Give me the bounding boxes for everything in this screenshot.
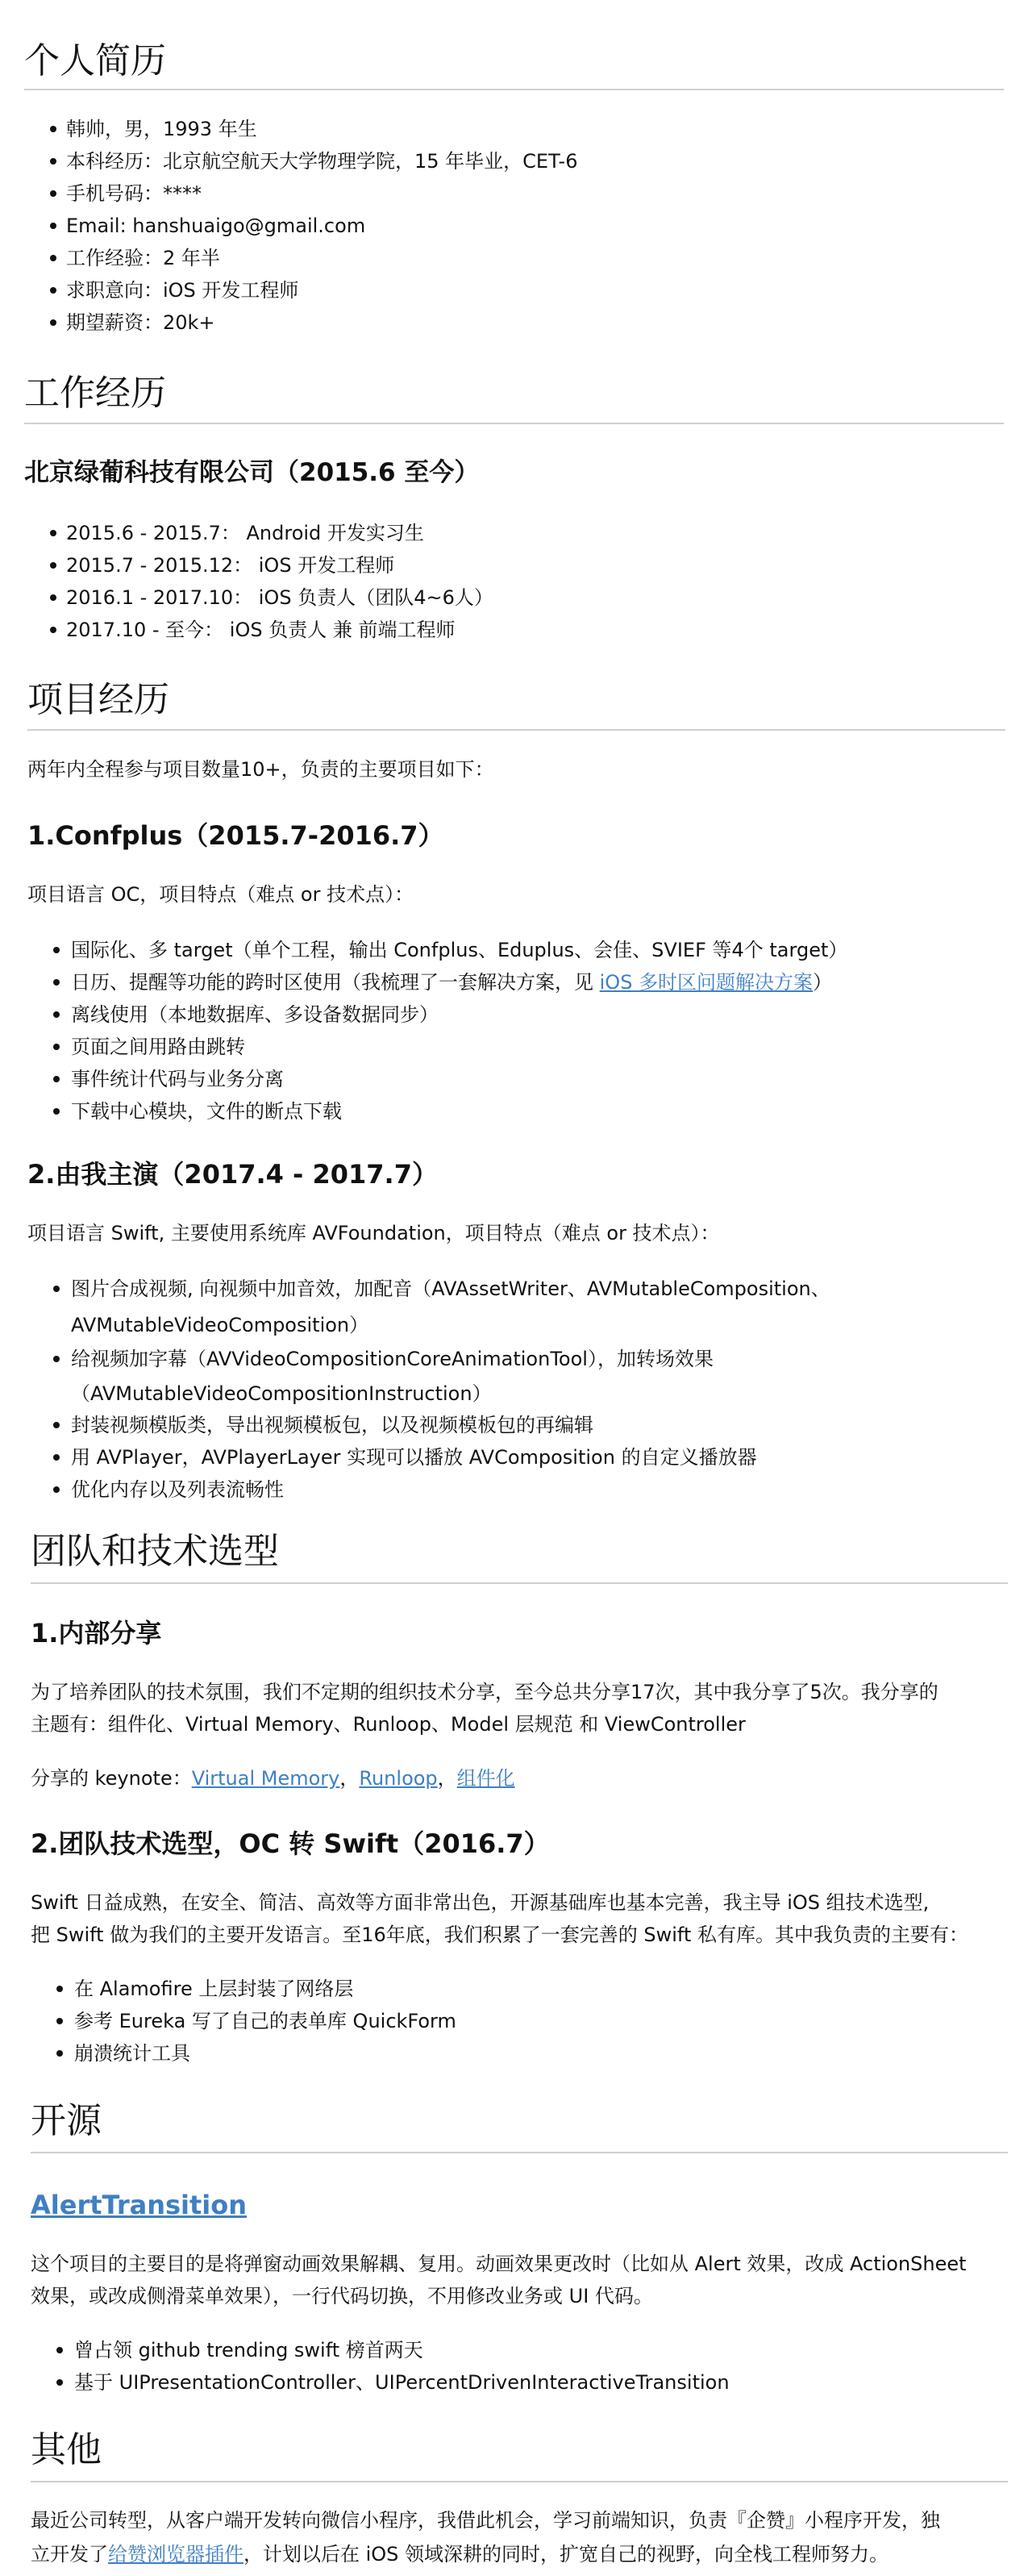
list-item: 图片合成视频, 向视频中加音效，加配音（AVAssetWriter、AVMutableComposition、 — [71, 1278, 830, 1300]
keynote-link-runloop[interactable]: Runloop — [359, 1767, 438, 1790]
projects-intro: 两年内全程参与项目数量10+，负责的主要项目如下： — [27, 758, 494, 781]
keynote-separator: ， — [437, 1767, 457, 1790]
list-bullet — [53, 1044, 60, 1050]
paragraph-line — [31, 2541, 888, 2568]
list-item: 基于 UIPresentationController、UIPercentDrivenInteractiveTransition — [74, 2371, 730, 2394]
list-item: 崩溃统计工具 — [74, 2042, 190, 2065]
section-title-other: 其他 — [31, 2429, 102, 2470]
keynote-separator: ， — [339, 1767, 360, 1790]
list-bullet — [50, 190, 56, 197]
list-bullet — [53, 979, 60, 986]
list-item: 2016.1 - 2017.10： iOS 负责人（团队4~6人） — [66, 586, 493, 609]
section-title-resume: 个人简历 — [24, 40, 166, 81]
list-item: 事件统计代码与业务分离 — [71, 1068, 284, 1090]
list-item: 参考 Eureka 写了自己的表单库 QuickForm — [74, 2010, 456, 2032]
subsection-title-swift: 2.团队技术选型，OC 转 Swift（2016.7） — [31, 1828, 550, 1859]
section-divider — [31, 2152, 1008, 2153]
list-item: 本科经历：北京航空航天大学物理学院，15 年毕业，CET-6 — [66, 150, 578, 173]
list-bullet — [53, 1486, 60, 1493]
list-bullet — [56, 2018, 63, 2024]
subsection-title-sharing: 1.内部分享 — [31, 1618, 162, 1649]
list-bullet — [50, 319, 56, 326]
list-item: 期望薪资：20k+ — [66, 311, 215, 334]
paragraph-line: 效果，或改成侧滑菜单效果），一行代码切换，不用修改业务或 UI 代码。 — [31, 2285, 653, 2307]
list-item: 2015.6 - 2015.7： Android 开发实习生 — [66, 522, 424, 544]
project-description: 项目语言 OC，项目特点（难点 or 技术点）： — [27, 883, 414, 906]
list-bullet — [50, 287, 56, 294]
list-item: 2017.10 - 至今： iOS 负责人 兼 前端工程师 — [66, 619, 456, 641]
section-divider — [24, 89, 1004, 90]
browser-plugin-link[interactable]: 给赞浏览器插件 — [108, 2543, 243, 2566]
paragraph-line: 把 Swift 做为我们的主要开发语言。至16年底，我们积累了一套完善的 Swift 私有库。其中我负责的主要有： — [31, 1924, 968, 1946]
list-item: 手机号码：**** — [66, 182, 202, 205]
list-bullet — [50, 594, 56, 601]
list-bullet — [53, 1454, 60, 1461]
paragraph-line: 最近公司转型，从客户端开发转向微信小程序，我借此机会，学习前端知识，负责『企赞』小程序开发，独 — [31, 2509, 940, 2532]
list-item-continued: （AVMutableVideoCompositionInstruction） — [71, 1382, 492, 1405]
list-item: 2015.7 - 2015.12： iOS 开发工程师 — [66, 554, 395, 577]
keynote-line — [31, 1765, 515, 1792]
company-title: 北京绿葡科技有限公司（2015.6 至今） — [24, 458, 480, 487]
paragraph-line: 主题有：组件化、Virtual Memory、Runloop、Model 层规范 和 ViewController — [31, 1713, 746, 1736]
section-divider — [27, 729, 1005, 731]
section-title-opensource: 开源 — [31, 2100, 102, 2141]
list-item: 求职意向：iOS 开发工程师 — [66, 279, 299, 302]
paragraph-text: 立开发了 — [31, 2543, 108, 2566]
list-bullet — [53, 1286, 60, 1292]
list-bullet — [50, 158, 56, 165]
keynote-label: 分享的 keynote： — [31, 1767, 192, 1790]
list-item-text: 日历、提醒等功能的跨时区使用（我梳理了一套解决方案，见 — [71, 971, 600, 994]
list-item: 曾占领 github trending swift 榜首两天 — [74, 2339, 423, 2361]
list-bullet — [50, 562, 56, 569]
paragraph-line: Swift 日益成熟，在安全、简洁、高效等方面非常出色，开源基础库也基本完善，我主导 iOS 组技术选型, — [31, 1891, 930, 1914]
list-item: Email: hanshuaigo@gmail.com — [66, 215, 366, 237]
list-item: 离线使用（本地数据库、多设备数据同步） — [71, 1003, 439, 1026]
list-bullet — [53, 1108, 60, 1115]
paragraph-line: 为了培养团队的技术氛围，我们不定期的组织技术分享，至今总共分享17次，其中我分享了5次。我分享的 — [31, 1681, 938, 1703]
list-bullet — [53, 1076, 60, 1082]
project-link-alerttransition[interactable]: AlertTransition — [31, 2190, 248, 2220]
list-item: 优化内存以及列表流畅性 — [71, 1478, 284, 1501]
list-bullet — [56, 2347, 63, 2353]
section-title-team: 团队和技术选型 — [31, 1531, 279, 1572]
paragraph-text: ，计划以后在 iOS 领域深耕的同时，扩宽自己的视野，向全栈工程师努力。 — [243, 2543, 889, 2566]
section-divider — [31, 2481, 1008, 2482]
section-title-work: 工作经历 — [24, 373, 166, 414]
list-bullet — [53, 1011, 60, 1018]
list-item: 页面之间用路由跳转 — [71, 1036, 245, 1058]
project-title-youwo: 2.由我主演（2017.4 - 2017.7） — [27, 1159, 438, 1190]
list-item-continued: AVMutableVideoComposition） — [71, 1314, 369, 1336]
list-bullet — [50, 223, 56, 229]
list-bullet — [56, 2050, 63, 2057]
list-item: 韩帅，男，1993 年生 — [66, 118, 257, 140]
project-title-confplus: 1.Confplus（2015.7-2016.7） — [27, 820, 444, 851]
keynote-link-componentization[interactable]: 组件化 — [456, 1767, 515, 1790]
list-item-text: ） — [813, 971, 833, 994]
project-description: 项目语言 Swift, 主要使用系统库 AVFoundation，项目特点（难点 or 技术点）： — [27, 1222, 720, 1244]
list-item: 下载中心模块，文件的断点下载 — [71, 1100, 342, 1123]
list-bullet — [50, 255, 56, 261]
list-bullet — [53, 947, 60, 953]
keynote-link-virtual-memory[interactable]: Virtual Memory — [191, 1767, 340, 1790]
list-bullet — [56, 1986, 63, 1992]
list-item: 工作经验：2 年半 — [66, 247, 220, 269]
list-item: 给视频加字幕（AVVideoCompositionCoreAnimationTool），加转场效果 — [71, 1348, 714, 1370]
section-divider — [31, 1582, 1008, 1584]
list-item: 在 Alamofire 上层封装了网络层 — [74, 1978, 354, 2000]
section-divider — [24, 423, 1004, 424]
list-bullet — [50, 126, 56, 132]
list-item: 国际化、多 target（单个工程，输出 Confplus、Eduplus、会佳、SVIEF 等4个 target） — [71, 939, 848, 961]
list-bullet — [56, 2379, 63, 2386]
list-item: 用 AVPlayer，AVPlayerLayer 实现可以播放 AVComposition 的自定义播放器 — [71, 1446, 757, 1469]
paragraph-line: 这个项目的主要目的是将弹窗动画效果解耦、复用。动画效果更改时（比如从 Alert 效果，改成 ActionSheet — [31, 2253, 967, 2275]
list-item — [71, 969, 832, 996]
list-item: 封装视频模版类，导出视频模板包，以及视频模板包的再编辑 — [71, 1414, 593, 1436]
section-title-projects: 项目经历 — [27, 679, 169, 720]
timezone-solution-link[interactable]: iOS 多时区问题解决方案 — [599, 971, 814, 994]
list-bullet — [53, 1356, 60, 1362]
list-bullet — [50, 530, 56, 536]
list-bullet — [50, 627, 56, 633]
list-bullet — [53, 1422, 60, 1428]
